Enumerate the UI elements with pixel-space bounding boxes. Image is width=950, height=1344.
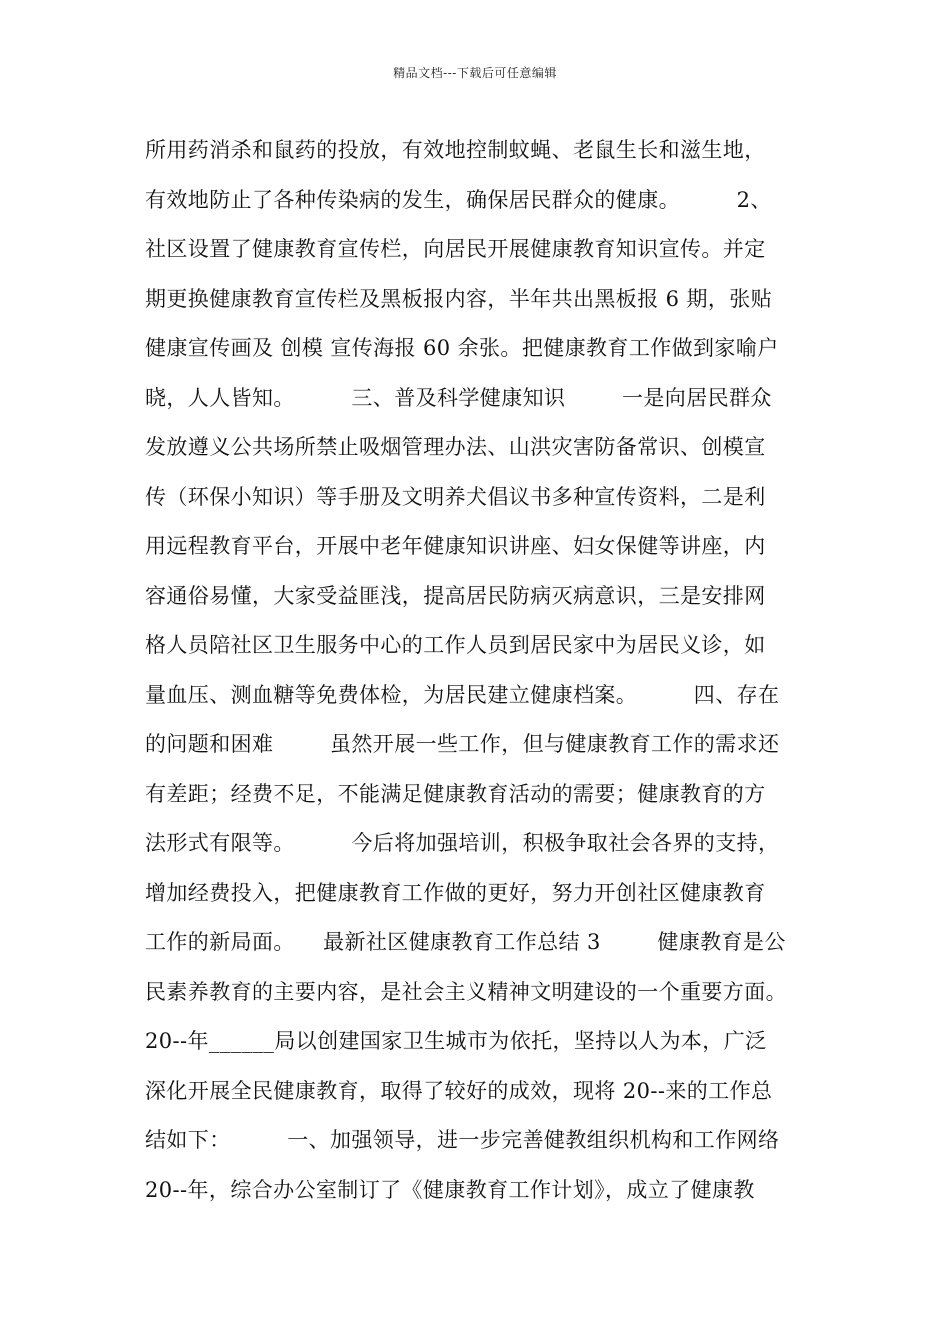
text-line: 发放遵义公共场所禁止吸烟管理办法、山洪灾害防备常识、创模宣 <box>145 435 766 459</box>
text-line: 工作的新局面。 最新社区健康教育工作总结 3 健康教育是公 <box>145 930 786 954</box>
text-line: 法形式有限等。 今后将加强培训，积极争取社会各界的支持， <box>145 831 780 855</box>
text-line: 社区设置了健康教育宣传栏，向居民开展健康教育知识宣传。并定 <box>145 237 766 261</box>
text-line: 格人员陪社区卫生服务中心的工作人员到居民家中为居民义诊，如 <box>145 633 766 657</box>
text-line: 结如下： 一、加强领导，进一步完善健教组织机构和工作网络 <box>145 1128 780 1152</box>
text-line: 的问题和困难 虽然开展一些工作，但与健康教育工作的需求还 <box>145 732 780 756</box>
page-header: 精品文档---下载后可任意编辑 <box>393 66 557 80</box>
text-line: 增加经费投入，把健康教育工作做的更好，努力开创社区健康教育 <box>145 880 766 905</box>
document-body <box>145 126 825 1215</box>
text-line: 期更换健康教育宣传栏及黑板报内容，半年共出黑板报 6 期，张贴 <box>145 286 773 311</box>
text-line: 用远程教育平台，开展中老年健康知识讲座、妇女保健等讲座，内 <box>145 534 766 558</box>
text-line: 20--年______局以创建国家卫生城市为依托，坚持以人为本，广泛 <box>145 1029 767 1053</box>
text-line: 量血压、测血糖等免费体检，为居民建立健康档案。 四、存在 <box>145 682 780 707</box>
text-line: 20--年，综合办公室制订了《健康教育工作计划》，成立了健康教 <box>145 1177 755 1202</box>
text-line: 深化开展全民健康教育，取得了较好的成效，现将 20--来的工作总 <box>145 1078 773 1103</box>
text-line: 有差距；经费不足，不能满足健康教育活动的需要；健康教育的方 <box>145 781 766 806</box>
text-line: 健康宣传画及 创模 宣传海报 60 余张。把健康教育工作做到家喻户 <box>145 336 779 360</box>
text-line: 容通俗易懂，大家受益匪浅，提高居民防病灭病意识，三是安排网 <box>145 583 766 608</box>
text-line: 传（环保小知识）等手册及文明养犬倡议书多种宣传资料，二是利 <box>145 484 766 509</box>
text-line: 晓，人人皆知。 三、普及科学健康知识 一是向居民群众 <box>145 385 772 410</box>
text-line: 民素养教育的主要内容，是社会主义精神文明建设的一个重要方面。 <box>145 979 787 1004</box>
text-line: 有效地防止了各种传染病的发生，确保居民群众的健康。 2、 <box>145 187 772 212</box>
text-line: 所用药消杀和鼠药的投放，有效地控制蚊蝇、老鼠生长和滋生地， <box>145 138 766 162</box>
